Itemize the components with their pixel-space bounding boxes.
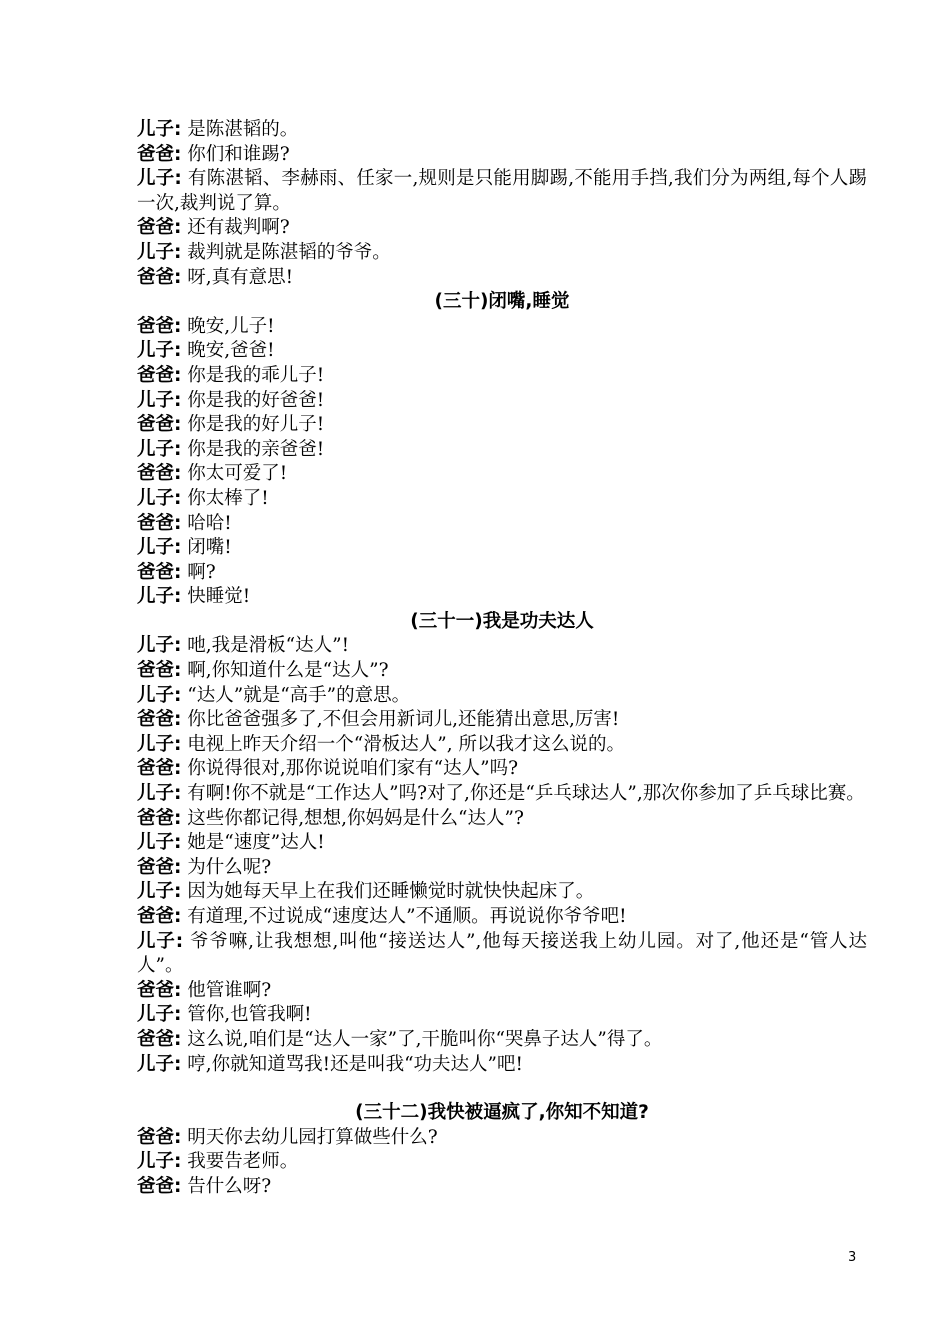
speaker-label: 爸爸: [137, 906, 182, 927]
dialogue-line [137, 930, 867, 979]
utterance-text: 呀,真有意思! [181, 266, 294, 288]
utterance-text: 有陈湛韬、李赫雨、任家一,规则是只能用脚踢,不能用手挡,我们分为两组,每个人踢一次,裁判说了算。 [137, 168, 867, 214]
dialogue-line [137, 831, 867, 856]
utterance-text: 吔,我是滑板“达人”! [181, 635, 350, 657]
utterance-text: 你是我的好爸爸! [181, 389, 325, 411]
dialogue-line [137, 241, 867, 266]
utterance-text: 你太可爱了! [181, 463, 288, 485]
dialogue-line [137, 561, 867, 586]
speaker-label: 儿子: [137, 684, 182, 706]
speaker-label: 儿子: [137, 881, 182, 903]
utterance-text: 哈哈! [181, 512, 232, 534]
speaker-label: 儿子: [137, 1004, 182, 1026]
utterance-text: 管你,也管我啊! [181, 1004, 312, 1026]
utterance-text: 这些你都记得,想想,你妈妈是什么“达人”? [181, 807, 524, 829]
utterance-text: 哼,你就知道骂我!还是叫我“功夫达人”吧! [181, 1053, 523, 1075]
utterance-text: 为什么呢? [181, 856, 272, 878]
dialogue-line [137, 1028, 867, 1053]
dialogue-line [137, 1175, 867, 1200]
dialogue-line [137, 1003, 867, 1028]
speaker-label: 儿子: [137, 586, 182, 608]
utterance-text: 这么说,咱们是“达人一家”了,干脆叫你“哭鼻子达人”得了。 [181, 1028, 663, 1050]
speaker-label: 爸爸: [137, 143, 182, 165]
utterance-text: 你们和谁踢? [181, 143, 290, 165]
dialogue-line [137, 979, 867, 1004]
dialogue-line [137, 880, 867, 905]
dialogue-line [137, 167, 867, 216]
speaker-label: 爸爸: [137, 561, 182, 583]
dialogue-line [137, 1150, 867, 1175]
speaker-label: 儿子: [137, 733, 182, 755]
utterance-text: 有啊!你不就是“工作达人”吗?对了,你还是“乒乓球达人”,那次你参加了乒乓球比赛。 [181, 783, 865, 805]
blank-line [137, 1077, 867, 1101]
speaker-label: 儿子: [137, 119, 182, 140]
page-number: 3 [848, 1250, 857, 1265]
utterance-text: 还有裁判啊? [181, 217, 290, 239]
section-heading: (三十)闭嘴,睡觉 [434, 291, 570, 313]
dialogue-line [137, 512, 867, 537]
dialogue-line [137, 905, 867, 930]
speaker-label: 儿子: [137, 930, 184, 952]
utterance-text: 你是我的好儿子! [181, 414, 325, 436]
section-heading: (三十一)我是功夫达人 [410, 610, 594, 632]
dialogue-line [137, 708, 867, 733]
speaker-label: 爸爸: [137, 660, 182, 682]
dialogue-line [137, 1053, 867, 1078]
document-body [137, 118, 867, 1200]
utterance-text: 电视上昨天介绍一个“滑板达人”, 所以我才这么说的。 [181, 733, 625, 755]
dialogue-line [137, 1126, 867, 1151]
speaker-label: 爸爸: [137, 1175, 182, 1197]
utterance-text: 明天你去幼儿园打算做些什么? [181, 1126, 438, 1148]
speaker-label: 儿子: [137, 832, 182, 854]
speaker-label: 爸爸: [137, 709, 182, 731]
speaker-label: 爸爸: [137, 1028, 182, 1050]
utterance-text: 啊? [181, 561, 216, 583]
speaker-label: 爸爸: [137, 856, 182, 878]
dialogue-line [137, 315, 867, 340]
utterance-text: 啊,你知道什么是“达人”? [181, 660, 389, 682]
speaker-label: 儿子: [137, 487, 182, 509]
speaker-label: 儿子: [137, 241, 182, 263]
speaker-label: 爸爸: [137, 1126, 182, 1148]
dialogue-line [137, 807, 867, 832]
speaker-label: 爸爸: [137, 364, 182, 386]
dialogue-line [137, 856, 867, 881]
dialogue-line [137, 659, 867, 684]
utterance-text: 你是我的乖儿子! [181, 364, 325, 386]
speaker-label: 爸爸: [137, 463, 182, 485]
speaker-label: 爸爸: [137, 414, 182, 436]
dialogue-line [137, 364, 867, 389]
utterance-text: 爷爷嘛,让我想想,叫他“接送达人”,他每天接送我上幼儿园。对了,他还是“管人达人”。 [137, 930, 868, 977]
utterance-text: 晚安,爸爸! [181, 340, 275, 362]
dialogue-line [137, 143, 867, 168]
speaker-label: 爸爸: [137, 979, 182, 1001]
utterance-text: 我要告老师。 [181, 1151, 299, 1173]
speaker-label: 儿子: [137, 340, 182, 362]
utterance-text: “达人”就是“高手”的意思。 [181, 684, 411, 706]
dialogue-line [137, 462, 867, 487]
utterance-text: 裁判就是陈湛韬的爷爷。 [181, 241, 391, 263]
speaker-label: 儿子: [137, 438, 182, 460]
utterance-text: 有道理,不过说成“速度达人”不通顺。再说说你爷爷吧! [181, 906, 627, 927]
dialogue-line [137, 487, 867, 512]
speaker-label: 儿子: [137, 635, 182, 657]
speaker-label: 儿子: [137, 1053, 182, 1075]
speaker-label: 儿子: [137, 783, 182, 805]
dialogue-line [137, 438, 867, 463]
dialogue-line [137, 389, 867, 414]
utterance-text: 你太棒了! [181, 487, 269, 509]
speaker-label: 爸爸: [137, 266, 182, 288]
utterance-text: 晚安,儿子! [181, 315, 275, 337]
speaker-label: 儿子: [137, 168, 182, 190]
utterance-text: 告什么呀? [181, 1175, 272, 1197]
dialogue-line [137, 585, 867, 610]
utterance-text: 你说得很对,那你说说咱们家有“达人”吗? [181, 758, 519, 780]
speaker-label: 儿子: [137, 389, 182, 411]
dialogue-line [137, 634, 867, 659]
dialogue-line [137, 536, 867, 561]
dialogue-line [137, 733, 867, 758]
speaker-label: 爸爸: [137, 758, 182, 780]
speaker-label: 爸爸: [137, 807, 182, 829]
utterance-text: 你是我的亲爸爸! [181, 438, 325, 460]
utterance-text: 是陈湛韬的。 [181, 119, 299, 140]
speaker-label: 爸爸: [137, 217, 182, 239]
dialogue-line [137, 757, 867, 782]
dialogue-line [137, 266, 867, 291]
utterance-text: 因为她每天早上在我们还睡懒觉时就快快起床了。 [181, 881, 595, 903]
speaker-label: 儿子: [137, 537, 182, 559]
dialogue-line [137, 118, 867, 143]
speaker-label: 爸爸: [137, 512, 182, 534]
speaker-label: 爸爸: [137, 315, 182, 337]
utterance-text: 闭嘴! [181, 537, 232, 559]
dialogue-line [137, 684, 867, 709]
utterance-text: 你比爸爸强多了,不但会用新词儿,还能猜出意思,厉害! [181, 709, 620, 731]
dialogue-line [137, 413, 867, 438]
utterance-text: 他管谁啊? [181, 979, 272, 1001]
speaker-label: 儿子: [137, 1151, 182, 1173]
section-heading: (三十二)我快被逼疯了,你知不知道? [355, 1102, 649, 1124]
utterance-text: 快睡觉! [181, 586, 251, 608]
dialogue-line [137, 782, 867, 807]
dialogue-line [137, 216, 867, 241]
utterance-text: 她是“速度”达人! [181, 832, 325, 854]
dialogue-line [137, 339, 867, 364]
